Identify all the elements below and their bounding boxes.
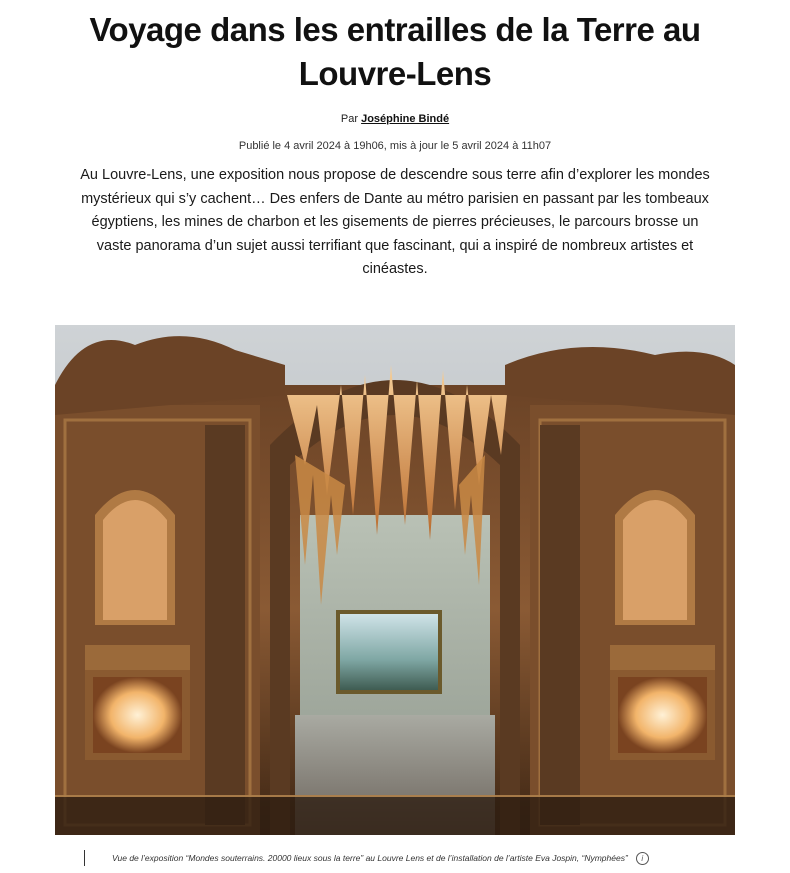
author-link[interactable]: Joséphine Bindé [361, 113, 450, 125]
publication-dates: Publié le 4 avril 2024 à 19h06, mis à jour le 5 avril 2024 à 11h07 [238, 140, 552, 152]
installation-photo [55, 325, 735, 835]
article-title: Voyage dans les entrailles de la Terre au Louvre-Lens [89, 11, 701, 92]
hero-image[interactable] [55, 325, 735, 835]
caption-text: Vue de l’exposition “Mondes souterrains. 20000 lieux sous la terre” au Louvre Lens et de l’installation de l’artiste Eva Jospin, “Nymphées” [112, 853, 628, 863]
byline [0, 113, 790, 125]
byline-prefix: Par [340, 113, 359, 125]
image-caption [84, 850, 724, 866]
article-lead: Au Louvre-Lens, une exposition nous propose de descendre sous terre afin d’explorer les mondes mystérieux qui s’y cachent… Des enfers de Dante au métro parisien en passant par les tombeaux égyptiens, les mines de charbon et les gisements de pierres précieuses, le parcours brosse un vaste panorama d’un sujet aussi terrifiant que fascinant, qui a inspiré de nombreux artistes et cinéastes. [80, 167, 710, 277]
info-icon[interactable]: i [636, 852, 649, 865]
